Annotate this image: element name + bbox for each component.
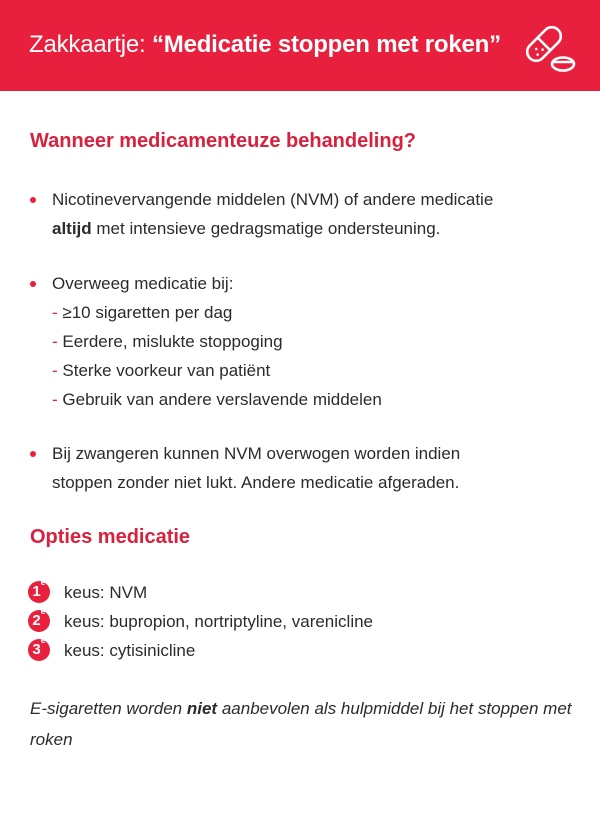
list-item xyxy=(30,269,575,298)
list-item: - ≥10 sigaretten per dag xyxy=(52,303,233,322)
list-item xyxy=(30,185,575,243)
list-item xyxy=(30,439,575,497)
criteria-list xyxy=(30,298,575,414)
header-title xyxy=(29,30,501,60)
bullet-text-line2: stoppen zonder niet lukt. Andere medicatie afgeraden. xyxy=(52,473,460,492)
option-row-3 xyxy=(28,635,196,664)
bullet-always-support xyxy=(30,185,575,243)
dash-icon: - xyxy=(52,332,63,351)
bullet-intro: Overweeg medicatie bij: xyxy=(52,274,234,293)
option-text: keus: bupropion, nortriptyline, varenicline xyxy=(64,612,374,631)
list-item: - Eerdere, mislukte stoppoging xyxy=(52,332,283,351)
header-bar xyxy=(0,0,600,91)
bullet-dot-icon xyxy=(30,281,36,287)
bullet-text-line1: Bij zwangeren kunnen NVM overwogen worden indien xyxy=(52,444,461,463)
bullet-text-line1: Nicotinevervangende middelen (NVM) of andere medicatie xyxy=(52,190,494,209)
bullet-bold-word: altijd xyxy=(52,219,92,238)
bullet-consider-medication xyxy=(30,269,575,414)
section-title-when: Wanneer medicamenteuze behandeling? xyxy=(30,130,417,152)
note-bold-word: niet xyxy=(186,699,218,718)
header-prefix: Zakkaartje: xyxy=(29,31,152,58)
bullet-dot-icon xyxy=(30,197,36,203)
option-row-1 xyxy=(28,577,148,606)
option-number-badge: 2e xyxy=(28,610,50,632)
option-text: keus: cytisinicline xyxy=(64,641,196,660)
option-row-2 xyxy=(28,606,374,635)
dash-icon: - xyxy=(52,303,63,322)
bullet-dot-icon xyxy=(30,451,36,457)
option-number-badge: 1e xyxy=(28,581,50,603)
bullet-text-line2: met intensieve gedragsmatige ondersteuning. xyxy=(91,219,441,238)
option-number-badge: 3e xyxy=(28,639,50,661)
bullet-pregnant xyxy=(30,439,575,497)
list-item: - Sterke voorkeur van patiënt xyxy=(52,361,271,380)
dash-icon: - xyxy=(52,390,63,409)
header-title-bold: “Medicatie stoppen met roken” xyxy=(151,31,501,58)
section-title-options: Opties medicatie xyxy=(30,526,191,548)
pill-icon xyxy=(520,22,576,74)
dash-icon: - xyxy=(52,361,63,380)
list-item: - Gebruik van andere verslavende middelen xyxy=(52,390,382,409)
ecigarette-note: E-sigaretten worden niet aanbevolen als hulpmiddel bij het stoppen met roken xyxy=(30,699,572,749)
option-text: keus: NVM xyxy=(64,583,148,602)
